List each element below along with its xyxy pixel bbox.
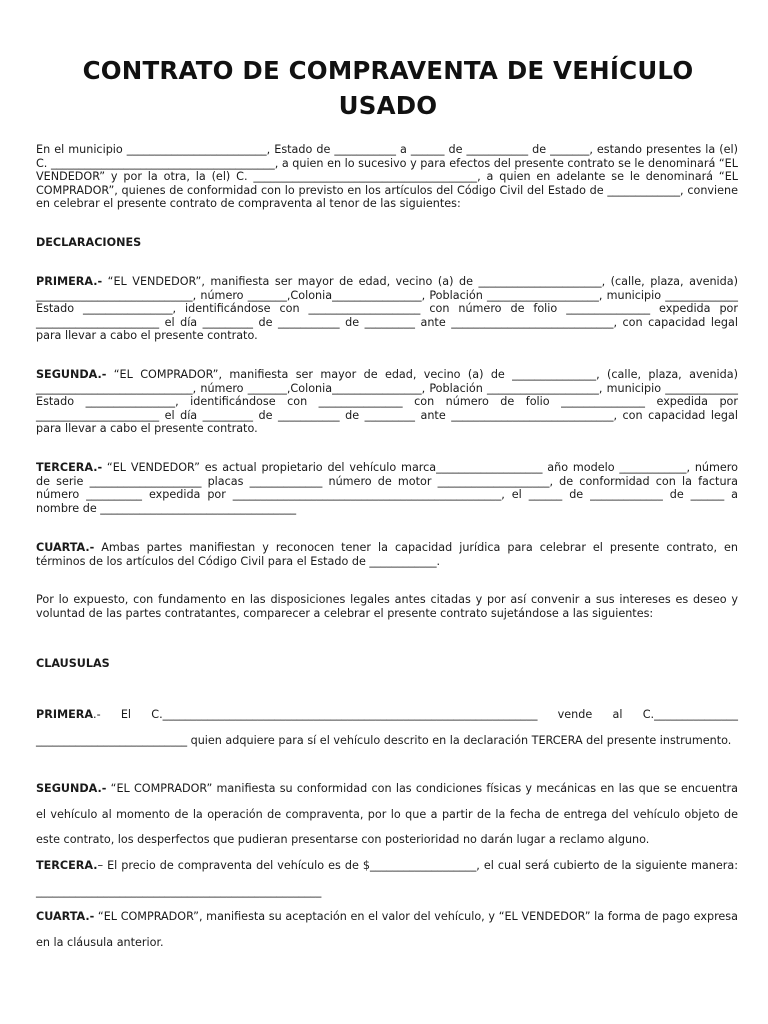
clausula-cuarta [36,904,738,955]
declaracion-primera-text: “EL VENDEDOR”, manifiesta ser mayor de edad, vecino (a) de ______________________, (calle, plaza, avenida) ____________________________, número _______,Colonia________________, Población ____________________, municipio _____________ Estado ________________, identificándose con ____________________ con número de folio _______________ expedida por ______________________ el día _________ de ___________ de _________ ante _____________________________, con capacidad legal para llevar a cabo el presente contrato. [36,275,738,343]
declaracion-tercera [36,461,738,515]
declaracion-segunda-text: “EL COMPRADOR”, manifiesta ser mayor de edad, vecino (a) de _______________, (calle, plaza, avenida) ____________________________, número _______,Colonia________________, Población ____________________, municipio _____________ Estado ________________, identificándose con _______________ con número de folio _______________ expedida por ______________________ el día _________ de ___________ de _________ ante _____________________________, con capacidad legal para llevar a cabo el presente contrato. [36,368,738,436]
declaracion-tercera-text: “EL VENDEDOR” es actual propietario del vehículo marca___________________ año modelo ____________, número de serie ____________________ placas _____________ número de motor ____________________, de conformidad con la factura número __________ expedida por ________________________________________________, el ______ de _____________ de ______ a nombre de ___________________________________ [36,461,738,515]
clausula-segunda-label: SEGUNDA.- [36,782,107,795]
declaracion-segunda [36,368,738,436]
clausula-cuarta-text: “EL COMPRADOR”, manifiesta su aceptación en el valor del vehículo, y “EL VENDEDOR” la forma de pago expresa en la cláusula anterior. [36,910,738,949]
clausula-segunda-text: “EL COMPRADOR” manifiesta su conformidad con las condiciones físicas y mecánicas en las que se encuentra el vehículo al momento de la operación de compraventa, por lo que a partir de la fecha de entrega del vehículo objeto de este contrato, los desperfectos que pudieran presentarse con posterioridad no darán lugar a reclamo alguno. [36,782,738,847]
declaraciones-heading: DECLARACIONES [36,236,142,249]
clausula-tercera-label: TERCERA. [36,859,98,872]
intro-paragraph: En el municipio _________________________, Estado de ___________ a ______ de ___________ de _______, estando presentes la (el) C. ________________________________________, a quien en lo sucesivo y para efectos del presente contrato se le denominará “EL VENDEDOR” y por la otra, la (el) C. ________________________________________, a quien en adelante se le denominará “EL COMPRADOR”, quienes de conformidad con lo previsto en los artículos del Código Civil del Estado de _____________, conviene en celebrar el presente contrato de compraventa al tenor de las siguientes: [36,143,738,211]
clausulas-heading: CLAUSULAS [36,657,110,670]
clausula-primera-text: .- El C.___________________________________________________________________ vende al C._______________ ___________________________ quien adquiere para sí el vehículo descrito en la declaración TERCERA del presente instrumento. [36,708,738,747]
clausula-tercera [36,853,738,904]
clausula-segunda [36,776,738,853]
declaracion-cuarta-text: Ambas partes manifiestan y reconocen tener la capacidad jurídica para celebrar el presente contrato, en términos de los artículos del Código Civil para el Estado de ____________. [36,541,738,568]
declaracion-cuarta-label: CUARTA.- [36,541,95,554]
declaracion-tercera-label: TERCERA.- [36,461,103,474]
declaracion-cuarta [36,541,738,568]
clausula-tercera-text: – El precio de compraventa del vehículo es de $___________________, el cual será cubierto de la siguiente manera: ___________________________________________________ [36,859,738,898]
declaracion-segunda-label: SEGUNDA.- [36,368,107,381]
clausula-primera-label: PRIMERA [36,708,94,721]
clausula-cuarta-label: CUARTA.- [36,910,95,923]
clausula-primera [36,702,738,753]
declaracion-primera [36,275,738,343]
declaracion-primera-label: PRIMERA.- [36,275,103,288]
document-title: CONTRATO DE COMPRAVENTA DE VEHÍCULO USADO [82,56,694,120]
por-lo-expuesto-paragraph: Por lo expuesto, con fundamento en las disposiciones legales antes citadas y por así convenir a sus intereses es deseo y voluntad de las partes contratantes, comparecer a celebrar el presente contrato sujetándose a las siguientes: [36,593,738,620]
